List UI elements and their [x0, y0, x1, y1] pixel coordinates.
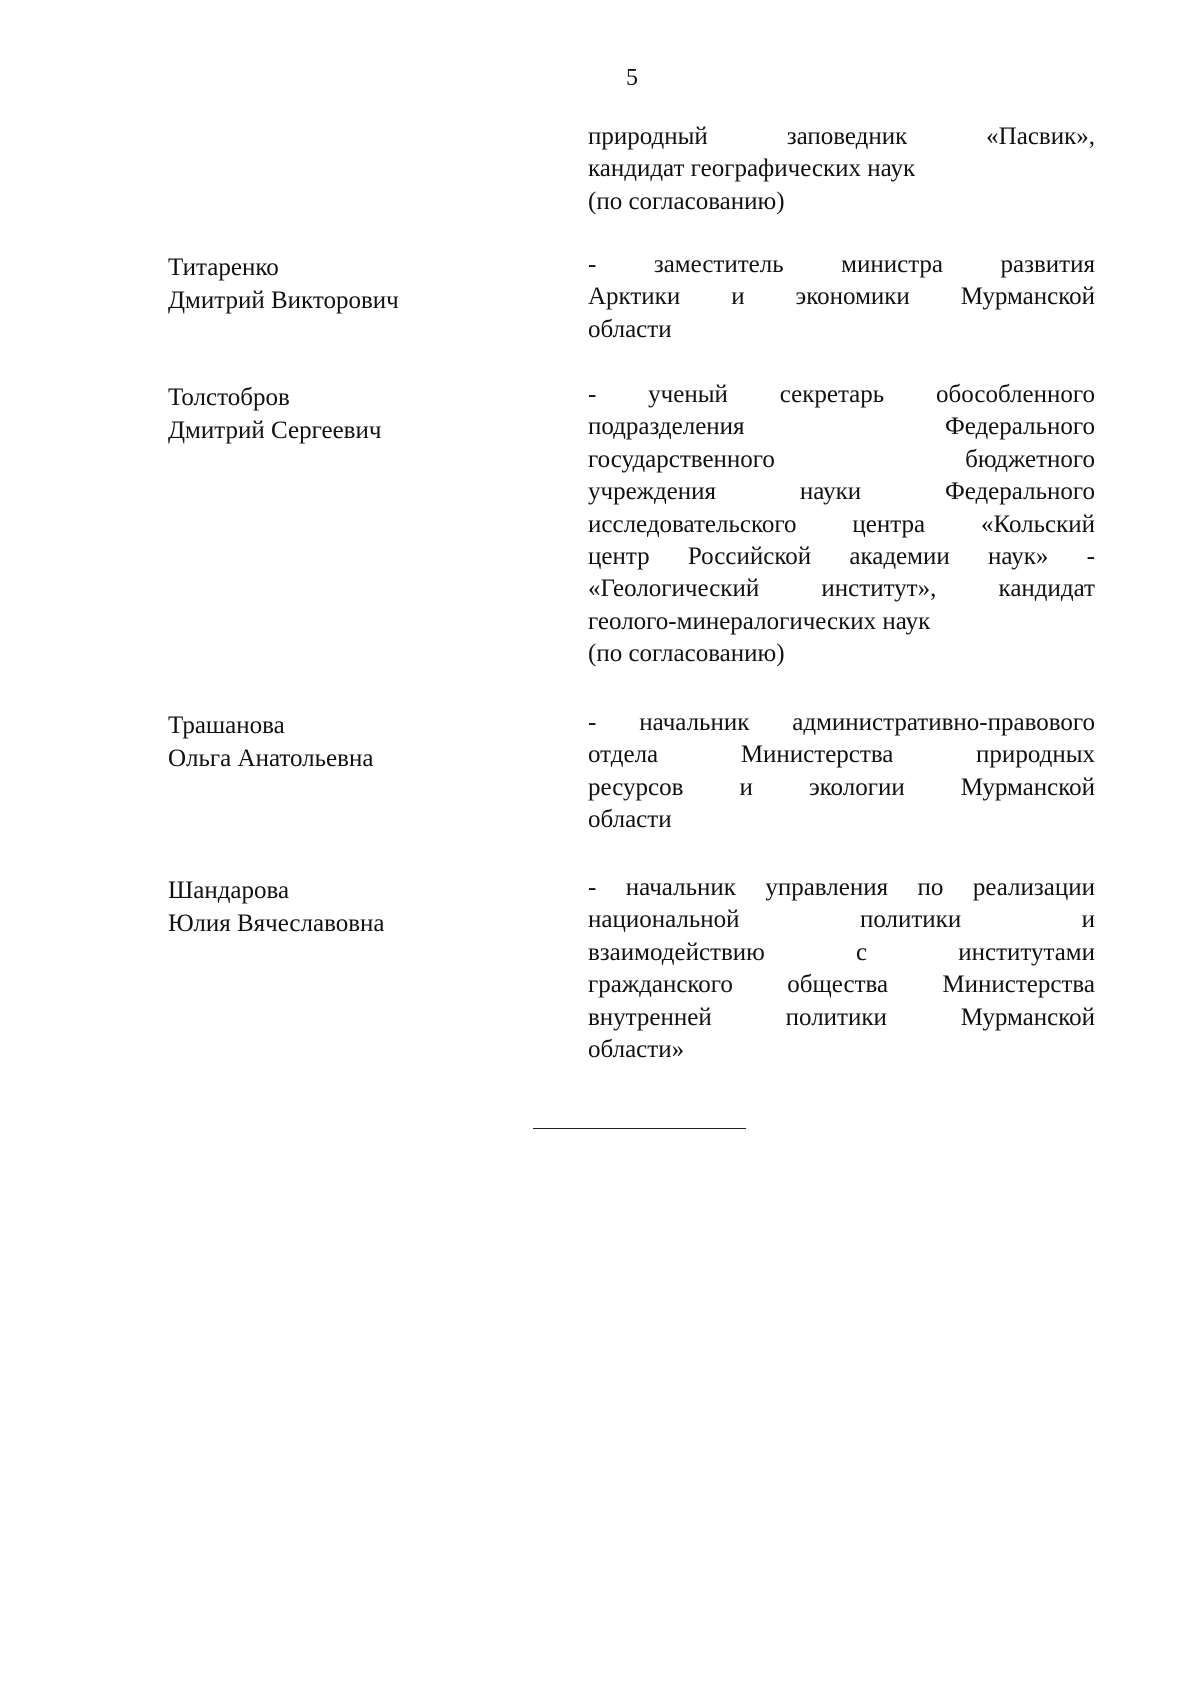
member-surname: Шандарова — [168, 877, 290, 904]
description-line: подразделения Федерального — [588, 413, 1095, 441]
description-line: - начальник административно-правового — [588, 709, 1095, 736]
member-given-name: Ольга Анатольевна — [168, 745, 374, 772]
description-line: природный заповедник «Пасвик», — [588, 123, 1095, 150]
description-line: внутренней политики Мурманской — [588, 1003, 1095, 1031]
description-line: области — [588, 806, 672, 834]
description-line: (по согласованию) — [588, 640, 785, 668]
description-line: геолого-минералогических наук — [588, 607, 931, 635]
description-line: государственного бюджетного — [588, 445, 1095, 473]
member-position — [588, 249, 1095, 346]
description-line: кандидат географических наук — [588, 155, 916, 183]
member-position — [588, 379, 1095, 671]
description-line: - начальник управления по реализации — [588, 874, 1095, 901]
description-line: - ученый секретарь обособленного — [588, 381, 1095, 408]
description-line: гражданского общества Министерства — [588, 971, 1095, 999]
description-line: исследовательского центра «Кольский — [588, 510, 1095, 538]
description-line: центр Российской академии наук» - — [588, 543, 1095, 571]
member-position — [588, 872, 1095, 1066]
member-surname: Титаренко — [168, 254, 279, 281]
description-line: области» — [588, 1036, 685, 1064]
description-line: области — [588, 315, 672, 343]
description-line: национальной политики и — [588, 906, 1095, 934]
description-line: учреждения науки Федерального — [588, 478, 1095, 506]
member-surname: Трашанова — [168, 712, 285, 739]
member-given-name: Юлия Вячеславовна — [168, 910, 385, 937]
closing-rule — [533, 1128, 746, 1129]
continuation-description — [588, 121, 1095, 218]
description-line: взаимодействию с институтами — [588, 938, 1095, 966]
description-line: - заместитель министра развития — [588, 251, 1095, 278]
member-position — [588, 707, 1095, 837]
description-line: ресурсов и экологии Мурманской — [588, 773, 1095, 801]
member-given-name: Дмитрий Сергеевич — [168, 417, 382, 444]
member-given-name: Дмитрий Викторович — [168, 287, 399, 314]
description-line: отдела Министерства природных — [588, 741, 1095, 769]
description-line: (по согласованию) — [588, 187, 785, 215]
member-surname: Толстобров — [168, 384, 290, 411]
description-line: «Геологический институт», кандидат — [588, 575, 1095, 603]
page-number: 5 — [626, 65, 638, 91]
description-line: Арктики и экономики Мурманской — [588, 283, 1095, 311]
